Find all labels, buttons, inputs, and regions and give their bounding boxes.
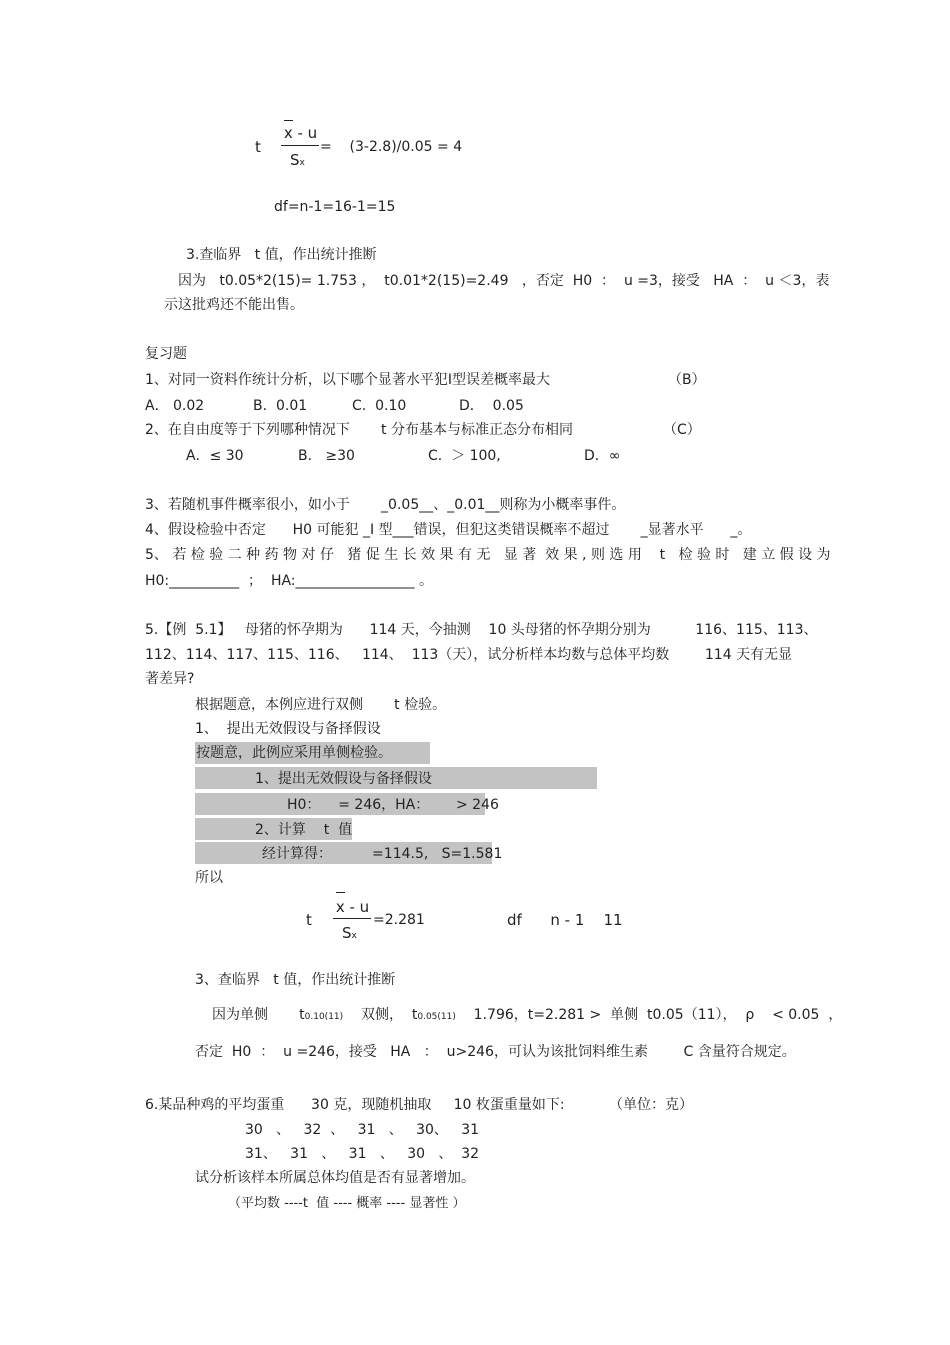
example51-line2: 112、114、117、115、116、 114、 113（天），试分析样本均数与总体平均数 114 天有无显 [145, 647, 793, 663]
q1-option-c: C. 0.10 [352, 398, 407, 414]
highlight-text-2: 1、提出无效假设与备择假设 [255, 771, 432, 787]
step3b-title: 3、查临界 t 值，作出统计推断 [195, 972, 396, 988]
q2-option-c: C. ＞ 100, [428, 448, 501, 464]
step3b-line1: 因为单侧 t0.10(11) 双侧， t0.05(11) 1.796，t=2.281 > 单侧 t0.05（11）， ρ < 0.05 ， [212, 1007, 843, 1023]
step3-text-line1: 因为 t0.05*2(15)= 1.753 ， t0.01*2(15)=2.49 ，否定 H0 ： u =3，接受 HA ： u ＜3，表 [178, 273, 830, 289]
q1-answer: （B） [668, 372, 706, 388]
xbar-line-2 [336, 892, 345, 893]
formula2-df: df n - 1 11 [507, 911, 623, 929]
q6-data-row1: 30 、 32 、 31 、 30、 31 [245, 1122, 480, 1138]
q1-option-b: B. 0.01 [253, 398, 308, 414]
q6-line5: （平均数 ----t 值 ---- 概率 ---- 显著性 ） [228, 1196, 466, 1211]
highlight-text-1: 按题意，此例应采用单侧检验。 [196, 745, 392, 761]
formula1-t: t [255, 138, 261, 156]
q1-text: 1、对同一资料作统计分析，以下哪个显著水平犯Ⅰ型误差概率最大 [145, 372, 551, 388]
q6-line4: 试分析该样本所属总体均值是否有显著增加。 [195, 1170, 475, 1186]
fraction-line-2 [333, 918, 371, 919]
q1-option-a: A． 0.02 [145, 398, 205, 414]
highlight-text-4: 2、计算 t 值 [255, 822, 353, 838]
q2-option-a: A．≤ 30 [186, 448, 244, 464]
formula2-numerator: x - u [335, 898, 370, 916]
q2-text: 2、在自由度等于下列哪种情况下 t 分布基本与标准正态分布相同 [145, 422, 573, 438]
highlight-text-3: H0： = 246，HA： > 246 [287, 797, 499, 813]
example51-intro: 根据题意，本例应进行双侧 t 检验。 [195, 697, 447, 713]
q3-text: 3、若随机事件概率很小，如小于 _0.05__、_0.01__则称为小概率事件。 [145, 497, 626, 513]
formula1-denominator: Sx [290, 151, 305, 169]
q5-line1: 5、 若 检 验 二 种 药 物 对 仔 猪 促 生 长 效 果 有 无 显 著 效 果 , 则 选 用 t 检 验 时 建 立 假 设 为 [145, 547, 831, 563]
formula1-numerator: x - u [283, 124, 318, 142]
review-title: 复习题 [145, 346, 187, 362]
q2-option-d: D．∞ [584, 448, 621, 464]
q2-answer: （C） [663, 422, 701, 438]
highlight-text-5: 经计算得： =114.5, S=1.581 [262, 846, 503, 862]
step3b-line2: 否定 H0 ： u =246，接受 HA ： u>246，可认为该批饲料维生素 C 含量符合规定。 [195, 1044, 796, 1060]
q6-data-row2: 31、 31 、 31 、 30 、 32 [245, 1146, 480, 1162]
q6-line1: 6.某品种鸡的平均蛋重 30 克，现随机抽取 10 枚蛋重量如下: （单位：克） [145, 1097, 694, 1113]
q5-line2: H0:__________ ； HA:_________________ 。 [145, 573, 433, 589]
therefore-text: 所以 [195, 870, 223, 886]
q2-option-b: B. ≥30 [298, 448, 355, 464]
xbar-line [284, 120, 293, 121]
formula1-rhs: = (3-2.8)/0.05 = 4 [320, 139, 463, 155]
formula2-t: t [306, 911, 312, 929]
formula2-denominator: Sx [342, 924, 357, 942]
formula2-rhs: =2.281 [373, 912, 425, 928]
step3-text-line2: 示这批鸡还不能出售。 [164, 297, 304, 313]
example51-line3: 著差异? [145, 671, 195, 687]
q1-option-d: D． 0.05 [459, 398, 524, 414]
formula1-df: df=n-1=16-1=15 [274, 199, 396, 215]
q4-text: 4、假设检验中否定 H0 可能犯 _I 型___错误，但犯这类错误概率不超过 _显著水平 _。 [145, 522, 752, 538]
fraction-line [281, 145, 319, 146]
example51-line1: 5.【例 5.1】 母猪的怀孕期为 114 天，今抽测 10 头母猪的怀孕期分别为 116、115、113、 [145, 622, 818, 638]
example51-step1: 1、 提出无效假设与备择假设 [195, 721, 381, 737]
step3-title: 3.查临界 t 值，作出统计推断 [186, 247, 377, 263]
